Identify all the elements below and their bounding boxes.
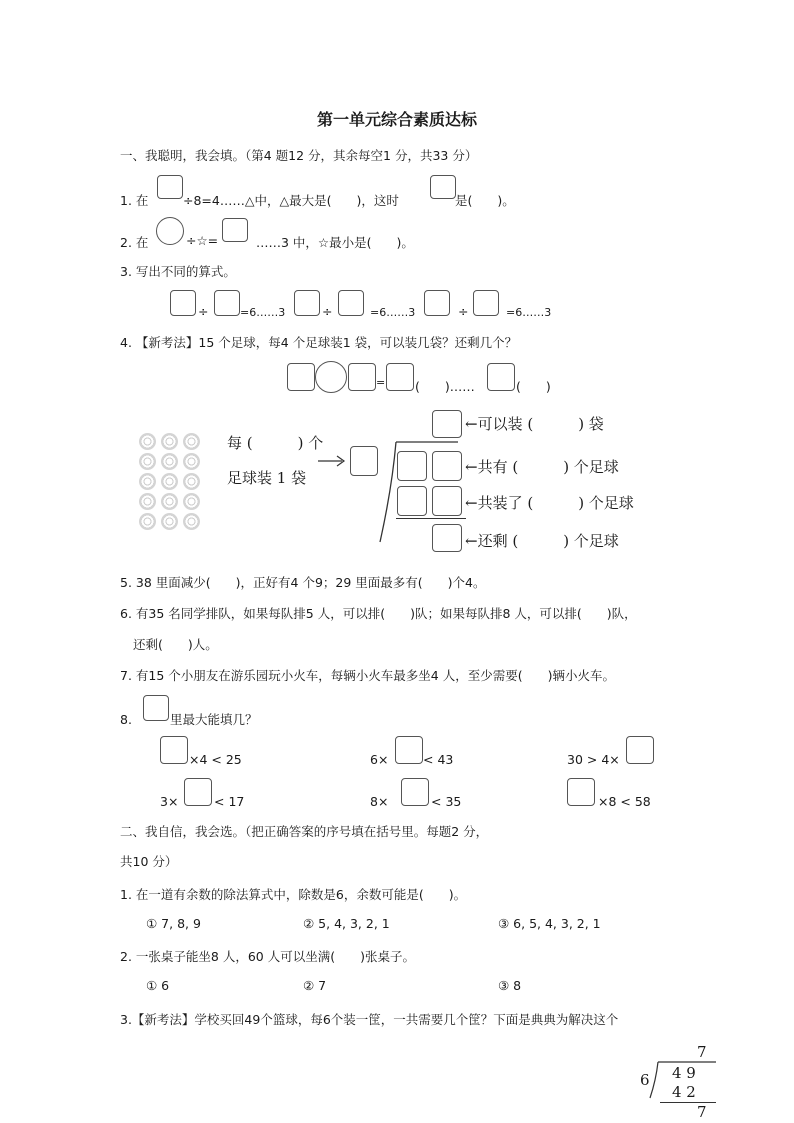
q4-divisor-box[interactable] [350,446,378,476]
q8-item-3: 30 > 4× [567,752,620,767]
football-icon [161,493,178,510]
q8-text: 里最大能填几？ [170,712,258,727]
q3-box-3b[interactable] [473,290,499,316]
q2-answer-circle[interactable] [156,217,184,245]
q4-arrow-label-3: ←共装了 ( ) 个足球 [465,494,634,512]
q4-eq-paren-2: ( ) [516,379,551,394]
page-title: 第一单元综合素质达标 [316,110,477,129]
q2-middle: ÷☆= [186,233,219,248]
s2-q2-option-1[interactable]: ① 6 [146,978,170,993]
q4-dividend-box-tens[interactable] [397,451,427,481]
q4-eq-paren-1: ( )…… [415,379,475,394]
football-icon [139,473,156,490]
q4-arrow-label-4: ←还剩 ( ) 个足球 [465,532,619,550]
q6-text-a: 6. 有35 名同学排队，如果每队排5 人，可以排( )队；如果每队排8 人，可以排( )队， [120,606,637,621]
q8-item-2a: 6× [370,752,389,767]
q3-result-1: =6……3 [240,306,286,319]
football-icon [139,513,156,530]
q4-remainder-box[interactable] [432,524,462,552]
q4-product-box-tens[interactable] [397,486,427,516]
q3-box-2b[interactable] [338,290,364,316]
football-icon [183,433,200,450]
q4-eq-box-2[interactable] [348,363,376,391]
q8-box-title [143,695,169,721]
football-icon [139,433,156,450]
s2-q1-text: 1. 在一道有余数的除法算式中，除数是6，余数可能是( )。 [120,887,467,902]
q6-text-b: 还剩( )人。 [133,637,218,652]
ld-product: 4 2 [672,1083,696,1101]
football-icon [183,473,200,490]
football-icon [139,453,156,470]
arrow-right-icon [318,455,348,467]
q8-item-2b: < 43 [423,752,454,767]
football-icon [183,493,200,510]
s2-q1-option-1[interactable]: ① 7, 8, 9 [146,916,201,931]
s2-q1-option-3[interactable]: ③ 6, 5, 4, 3, 2, 1 [498,916,601,931]
q3-box-1a[interactable] [170,290,196,316]
football-icon [183,453,200,470]
q3-result-2: =6……3 [370,306,416,319]
q8-item-4b: < 17 [214,794,245,809]
q4-arrow-label-1: ←可以装 ( ) 袋 [465,415,604,433]
s2-q2-text: 2. 一张桌子能坐8 人，60 人可以坐满( )张桌子。 [120,949,415,964]
q8-box-1[interactable] [160,736,188,764]
q3-box-2a[interactable] [294,290,320,316]
q4-dividend-box-ones[interactable] [432,451,462,481]
q3-text: 3. 写出不同的算式。 [120,264,236,279]
q4-label-b: 足球装 1 袋 [227,469,307,487]
football-icon [161,513,178,530]
s2-q1-option-2[interactable]: ② 5, 4, 3, 2, 1 [303,916,390,931]
q1-answer-box-a[interactable] [157,175,183,199]
football-icon [161,433,178,450]
q8-box-4[interactable] [184,778,212,806]
q4-quotient-box[interactable] [432,410,462,438]
football-icon [161,453,178,470]
ld-divisor: 6 [640,1071,650,1089]
q4-eq-circle[interactable] [315,361,347,393]
q5-text: 5. 38 里面减少( )，正好有4 个9；29 里面最多有( )个4。 [120,575,486,590]
ld-subtraction-line [660,1102,716,1103]
q8-item-5a: 8× [370,794,389,809]
q8-box-3[interactable] [626,736,654,764]
q4-eq-box-3[interactable] [386,363,414,391]
q1-prefix: 1. 在 [120,193,149,208]
football-icon [161,473,178,490]
q4-product-box-ones[interactable] [432,486,462,516]
q3-div-3: ÷ [458,304,469,319]
q2-prefix: 2. 在 [120,235,149,250]
q8-box-6[interactable] [567,778,595,806]
q8-box-2[interactable] [395,736,423,764]
q4-subtraction-line [396,518,466,519]
q1-end: 是( )。 [455,193,515,208]
q8-item-1: ×4 < 25 [189,752,242,767]
section1-heading: 一、我聪明，我会填。（第4 题12 分，其余每空1 分，共33 分） [120,148,478,163]
q8-num: 8. [120,712,132,727]
q8-box-5[interactable] [401,778,429,806]
q4-eq-sign: = [376,376,386,389]
q7-text: 7. 有15 个小朋友在游乐园玩小火车，每辆小火车最多坐4 人，至少需要( )辆小火车。 [120,668,615,683]
q2-end: ……3 中，☆最小是( )。 [256,235,414,250]
section2-heading-a: 二、我自信，我会选。（把正确答案的序号填在括号里。每题2 分， [120,824,489,839]
q4-text: 4. 【新考法】15 个足球，每4 个足球装1 袋，可以装几袋？还剩几个？ [120,335,518,350]
q3-box-3a[interactable] [424,290,450,316]
q1-answer-box-b[interactable] [430,175,456,199]
q4-label-a: 每 ( ) 个 [227,434,324,452]
s2-q2-option-2[interactable]: ② 7 [303,978,327,993]
q4-eq-box-4[interactable] [487,363,515,391]
football-icon [183,513,200,530]
q3-result-3: =6……3 [506,306,552,319]
q2-answer-box[interactable] [222,218,248,242]
q3-div-1: ÷ [198,304,209,319]
ld-quotient: 7 [697,1043,707,1061]
q4-eq-box-1[interactable] [287,363,315,391]
q3-box-1b[interactable] [214,290,240,316]
q1-middle: ÷8=4……△中，△最大是( )，这时 [183,193,399,208]
q8-item-4a: 3× [160,794,179,809]
s2-q3-text: 3.【新考法】学校买回49个篮球，每6个装一筐，一共需要几个筐？下面是典典为解决这个 [120,1012,619,1027]
ld-remainder: 7 [697,1103,707,1121]
q8-item-6: ×8 < 58 [598,794,651,809]
ld-dividend: 4 9 [672,1064,696,1082]
q8-item-5b: < 35 [431,794,462,809]
q4-arrow-label-2: ←共有 ( ) 个足球 [465,458,619,476]
section2-heading-b: 共10 分） [120,854,178,869]
football-icon [139,493,156,510]
q3-div-2: ÷ [322,304,333,319]
s2-q2-option-3[interactable]: ③ 8 [498,978,522,993]
